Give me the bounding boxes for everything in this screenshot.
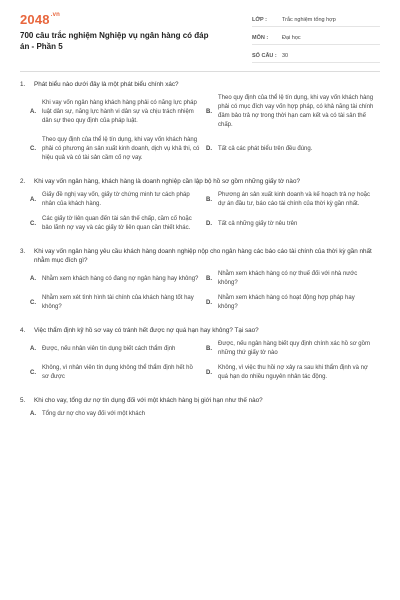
answer-option-b[interactable] <box>206 340 382 358</box>
option-text: Tổng dư nợ cho vay đối với một khách <box>42 411 145 417</box>
question-number: 4. <box>20 327 26 334</box>
answer-option-d[interactable] <box>206 294 382 312</box>
answer-options <box>20 340 382 388</box>
question-header <box>20 177 382 186</box>
option-text: Các giấy tờ liên quan đến tài sản thế chấp, cầm cố hoặc bảo lãnh nợ vay và các giấy tờ liên quan cần thiết khác. <box>42 216 192 231</box>
question-1 <box>20 80 382 169</box>
meta-value: Trắc nghiệm tổng hợp <box>282 16 336 23</box>
option-letter: D. <box>206 299 212 306</box>
question-number: 1. <box>20 81 26 88</box>
answer-option-d[interactable] <box>206 215 382 233</box>
option-text: Nhằm xem khách hàng có hoạt động hợp pháp hay không? <box>218 295 355 310</box>
meta-row-subject <box>252 31 380 45</box>
option-letter: D. <box>206 220 212 227</box>
site-logo[interactable] <box>20 12 60 27</box>
document-header <box>0 0 400 70</box>
question-header <box>20 247 382 265</box>
option-text: Khi vay vốn ngân hàng khách hàng phải có năng lực pháp luật dân sự, năng lực hành vi dân sự và chịu trách nhiệm dân sự theo quy định của pháp luật. <box>42 99 197 124</box>
option-text: Theo quy định của thể lệ tín dụng, khi vay vốn khách hàng phải có mục đích vay vốn hợp pháp, có khả năng tài chính đảm bảo trả nợ trong thời hạn cam kết và có tài sản thế chấp. <box>218 95 374 128</box>
question-text: Khi vay vốn ngân hàng, khách hàng là doanh nghiệp cần lập bộ hồ sơ gồm những giấy tờ nào? <box>34 178 300 185</box>
option-text: Nhằm xem khách hàng có đang nợ ngân hàng hay không? <box>42 275 199 282</box>
option-text: Tất cả những giấy tờ nêu trên <box>218 220 298 227</box>
option-letter: A. <box>30 108 36 115</box>
option-text: Không, vì nhân viên tín dụng không thể thẩm định hết hồ sơ được <box>42 365 193 380</box>
answer-options <box>20 270 382 318</box>
option-letter: D. <box>206 146 212 152</box>
answer-option-a[interactable] <box>30 270 206 288</box>
option-letter: B. <box>206 345 212 352</box>
question-3 <box>20 247 382 318</box>
option-text: Phương án sản xuất kinh doanh và kế hoạch trả nợ hoặc dự án đầu tư, báo cáo tài chính của thời kỳ gần nhất. <box>218 192 370 207</box>
answer-option-a[interactable] <box>30 410 206 419</box>
answer-option-c[interactable] <box>30 294 206 312</box>
answer-options <box>20 94 382 169</box>
answer-option-c[interactable] <box>30 215 206 233</box>
answer-option-a[interactable] <box>30 191 206 209</box>
option-letter: A. <box>30 345 36 352</box>
option-text: Theo quy định của thể lệ tín dụng, khi vay vốn khách hàng phải có phương án sản xuất kinh doanh, dịch vụ khả thi, có hiệu quả và có tài sản cầm cố nợ vay. <box>42 137 200 161</box>
question-list <box>20 80 382 433</box>
document-title: 700 câu trắc nghiệm Nghiệp vụ ngân hàng có đáp án - Phần 5 <box>20 31 209 51</box>
option-letter: B. <box>206 196 212 203</box>
option-text: Nhằm xem xét tình hình tài chính của khách hàng tốt hay không? <box>42 295 194 310</box>
option-letter: C. <box>30 369 36 376</box>
option-letter: C. <box>30 220 36 227</box>
question-header <box>20 80 382 89</box>
option-letter: A. <box>30 196 36 203</box>
option-letter: C. <box>30 146 36 152</box>
meta-label: LỚP : <box>252 16 267 23</box>
answer-options <box>20 410 382 425</box>
option-text: Tất cả các phát biểu trên đều đúng. <box>218 146 313 152</box>
document-meta <box>252 13 380 67</box>
question-4 <box>20 326 382 388</box>
question-text: Khi vay vốn ngân hàng yêu cầu khách hàng doanh nghiệp nộp cho ngân hàng các báo cáo tài chính của thời kỳ gần nhất nhằm mục đích gì? <box>34 248 372 264</box>
meta-row-count <box>252 49 380 63</box>
question-header <box>20 396 382 405</box>
question-text: Phát biểu nào dưới đây là một phát biểu chính xác? <box>34 81 179 88</box>
question-number: 2. <box>20 178 26 185</box>
answer-option-d[interactable] <box>206 136 382 163</box>
logo-text: 2048 <box>20 12 50 27</box>
option-text: Được, nếu nhân viên tín dụng biết cách thẩm định <box>42 345 176 352</box>
option-letter: A. <box>30 275 36 282</box>
answer-option-a[interactable] <box>30 340 206 358</box>
meta-value: 30 <box>282 52 289 59</box>
answer-option-c[interactable] <box>30 364 206 382</box>
question-text: Khi cho vay, tổng dư nợ tín dụng đối với một khách hàng bị giới hạn như thế nào? <box>34 397 263 404</box>
question-text: Việc thẩm định kỹ hồ sơ vay có tránh hết được nợ quá hạn hay không? Tại sao? <box>34 327 259 334</box>
header-divider <box>20 71 380 72</box>
option-letter: D. <box>206 369 212 376</box>
question-number: 5. <box>20 397 26 404</box>
question-number: 3. <box>20 248 26 255</box>
answer-option-b[interactable] <box>206 191 382 209</box>
option-text: Nhằm xem khách hàng có nợ thuế đối với nhà nước không? <box>218 271 358 286</box>
meta-row-class <box>252 13 380 27</box>
question-5 <box>20 396 382 425</box>
meta-label: MÔN : <box>252 34 269 41</box>
answer-option-d[interactable] <box>206 364 382 382</box>
option-letter: C. <box>30 299 36 306</box>
option-text: Không, vì việc thu hồi nợ xảy ra sau khi thẩm định và nợ quá hạn do nhiều nguyên nhân tác động. <box>218 365 368 380</box>
answer-options <box>20 191 382 239</box>
option-text: Giấy đề nghị vay vốn, giấy tờ chứng minh tư cách pháp nhân của khách hàng. <box>42 192 190 207</box>
meta-value: Đại học <box>282 34 301 41</box>
option-letter: B. <box>206 275 212 282</box>
answer-option-b[interactable] <box>206 94 382 130</box>
logo-suffix: .vn <box>50 12 61 18</box>
option-letter: B. <box>206 108 212 115</box>
option-text: Được, nếu ngân hàng biết quy định chính xác hồ sơ gồm những thứ giấy tờ nào <box>218 341 370 356</box>
answer-option-b[interactable] <box>206 270 382 288</box>
meta-label: SỐ CÂU : <box>252 52 277 59</box>
answer-option-a[interactable] <box>30 94 206 130</box>
question-header <box>20 326 382 335</box>
question-2 <box>20 177 382 239</box>
answer-option-c[interactable] <box>30 136 206 163</box>
option-letter: A. <box>30 411 36 417</box>
